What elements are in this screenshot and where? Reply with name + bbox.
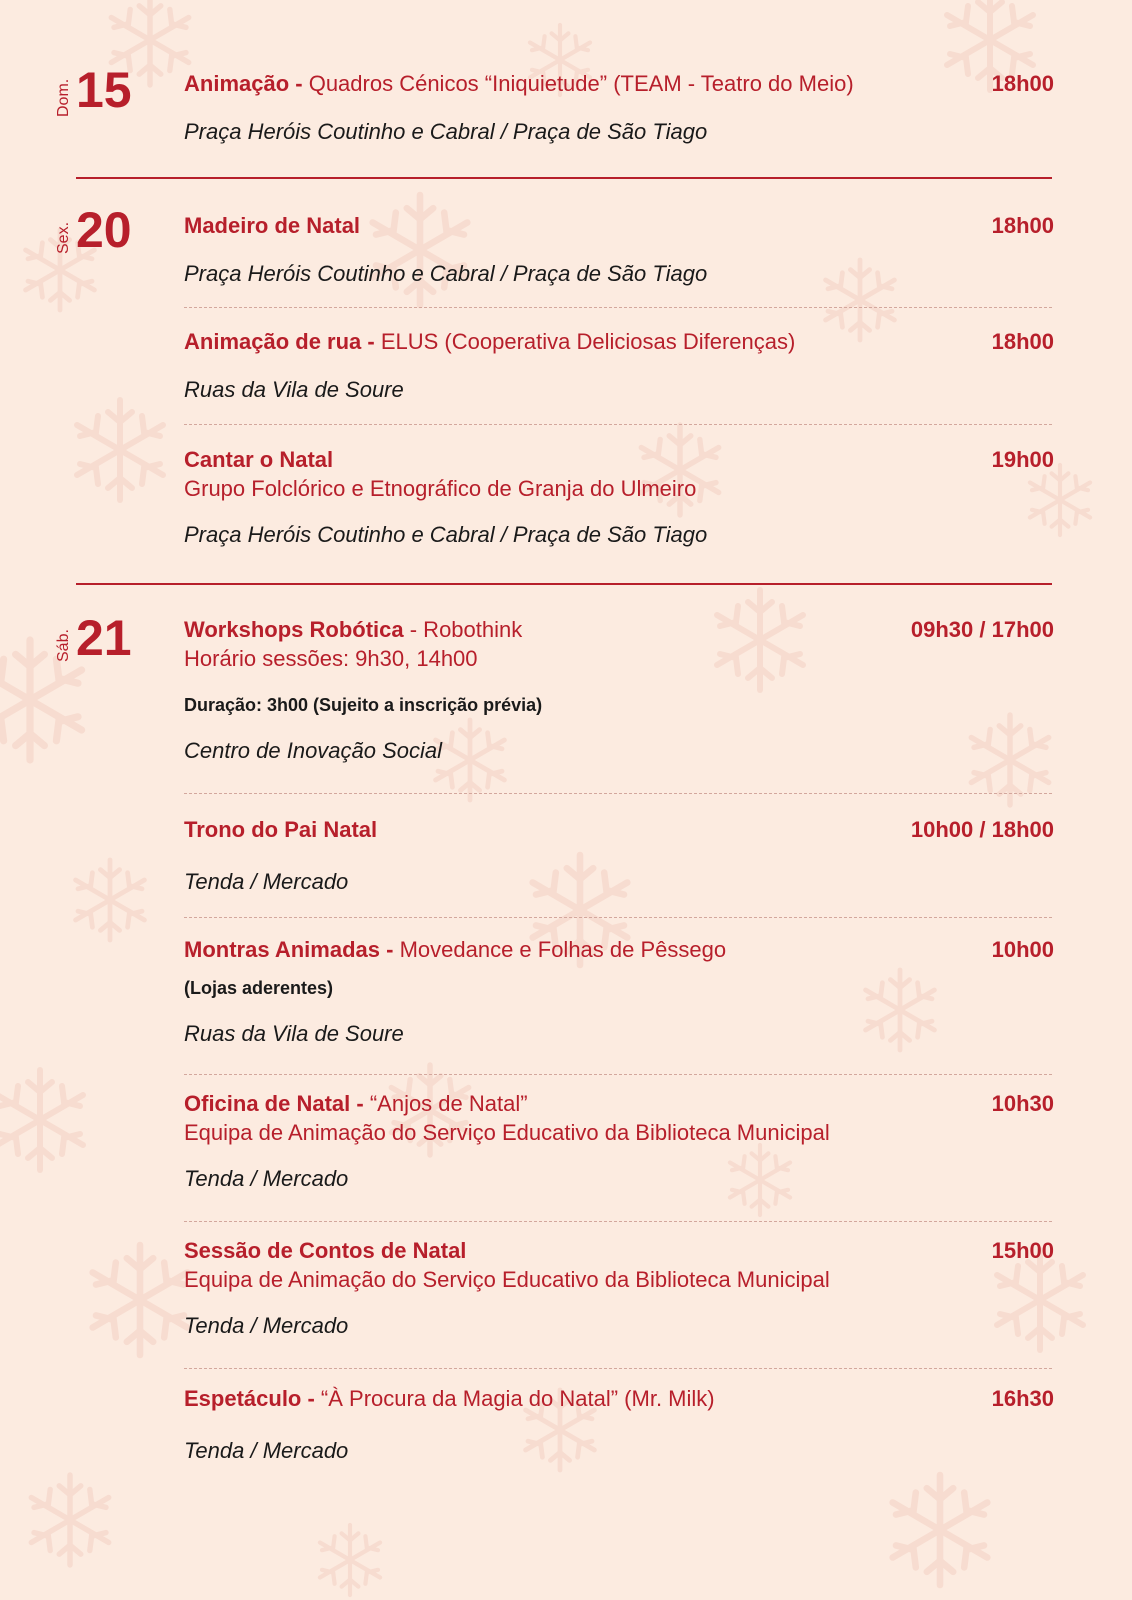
- event-title-strong: Animação -: [184, 71, 309, 96]
- event-title-detail: Quadros Cénicos “Iniquietude” (TEAM - Teatro do Meio): [308, 71, 854, 96]
- event-title: [184, 936, 1054, 964]
- event-location: Tenda / Mercado: [184, 869, 349, 894]
- event-title: [184, 70, 1054, 98]
- event-title-strong: Workshops Robótica: [184, 617, 404, 642]
- event-item: [184, 70, 1054, 146]
- event-title-strong: Espetáculo -: [184, 1386, 321, 1411]
- day-header: [50, 610, 160, 676]
- event-title: [184, 212, 1054, 240]
- event-separator: [184, 793, 1052, 794]
- event-title: [184, 1090, 1054, 1118]
- event-item: [184, 446, 1054, 549]
- event-separator: [184, 1368, 1052, 1369]
- event-time: 10h00 / 18h00: [910, 817, 1054, 842]
- event-item: [184, 212, 1054, 288]
- day-separator: [76, 177, 1052, 179]
- event-item: [184, 616, 1054, 765]
- event-title-detail: “À Procura da Magia do Natal” (Mr. Milk): [320, 1386, 715, 1411]
- event-item: [184, 328, 1054, 404]
- event-time: 18h00: [991, 71, 1054, 96]
- event-time: 18h00: [991, 213, 1054, 238]
- event-title-strong: Sessão de Contos de Natal: [184, 1238, 467, 1263]
- event-title-strong: Animação de rua -: [184, 329, 381, 354]
- event-title-strong: Madeiro de Natal: [184, 213, 361, 238]
- event-note: Duração: 3h00 (Sujeito a inscrição prévia): [184, 695, 543, 715]
- event-title: [184, 446, 1054, 474]
- weekday-label: Sex.: [55, 222, 72, 255]
- event-location: Tenda / Mercado: [184, 1166, 349, 1191]
- event-time: 18h00: [991, 329, 1054, 354]
- event-title: [184, 1237, 1054, 1265]
- weekday-label: Dom.: [55, 78, 72, 118]
- event-location: Praça Heróis Coutinho e Cabral / Praça de São Tiago: [184, 119, 708, 144]
- event-separator: [184, 917, 1052, 918]
- event-note: (Lojas aderentes): [184, 978, 334, 998]
- event-time: 09h30 / 17h00: [910, 617, 1054, 642]
- event-title-detail: “Anjos de Natal”: [369, 1091, 528, 1116]
- event-location: Praça Heróis Coutinho e Cabral / Praça de São Tiago: [184, 522, 708, 547]
- event-location: Praça Heróis Coutinho e Cabral / Praça de São Tiago: [184, 261, 708, 286]
- event-location: Ruas da Vila de Soure: [184, 377, 404, 402]
- event-subtitle: Grupo Folclórico e Etnográfico de Granja do Ulmeiro: [184, 476, 697, 501]
- event-separator: [184, 307, 1052, 308]
- event-item: [184, 936, 1054, 1048]
- event-separator: [184, 424, 1052, 425]
- event-item: [184, 1385, 1054, 1465]
- day-separator: [76, 583, 1052, 585]
- event-time: 10h00: [991, 937, 1054, 962]
- event-title-strong: Cantar o Natal: [184, 447, 334, 472]
- event-separator: [184, 1221, 1052, 1222]
- event-time: 15h00: [991, 1238, 1054, 1263]
- day-header: [50, 202, 160, 268]
- event-separator: [184, 1074, 1052, 1075]
- event-subtitle: Horário sessões: 9h30, 14h00: [184, 646, 478, 671]
- event-title-strong: Montras Animadas -: [184, 937, 400, 962]
- event-item: [184, 816, 1054, 896]
- event-title-strong: Trono do Pai Natal: [184, 817, 378, 842]
- day-number: 21: [76, 610, 132, 666]
- day-number: 20: [76, 202, 132, 258]
- weekday-label: Sáb.: [55, 629, 72, 663]
- day-header: [50, 62, 160, 128]
- event-title: [184, 328, 1054, 356]
- event-title-detail: ELUS (Cooperativa Deliciosas Diferenças): [380, 329, 796, 354]
- event-subtitle: Equipa de Animação do Serviço Educativo da Biblioteca Municipal: [184, 1267, 830, 1292]
- event-time: 19h00: [991, 447, 1054, 472]
- event-time: 10h30: [991, 1091, 1054, 1116]
- event-time: 16h30: [991, 1386, 1054, 1411]
- event-item: [184, 1237, 1054, 1340]
- event-title-detail: - Robothink: [403, 617, 523, 642]
- event-location: Ruas da Vila de Soure: [184, 1021, 404, 1046]
- event-title-detail: Movedance e Folhas de Pêssego: [399, 937, 727, 962]
- day-number: 15: [76, 62, 132, 118]
- event-location: Tenda / Mercado: [184, 1313, 349, 1338]
- event-location: Tenda / Mercado: [184, 1438, 349, 1463]
- event-location: Centro de Inovação Social: [184, 738, 443, 763]
- event-title: [184, 1385, 1054, 1413]
- event-subtitle: Equipa de Animação do Serviço Educativo da Biblioteca Municipal: [184, 1120, 830, 1145]
- event-title-strong: Oficina de Natal -: [184, 1091, 370, 1116]
- event-item: [184, 1090, 1054, 1193]
